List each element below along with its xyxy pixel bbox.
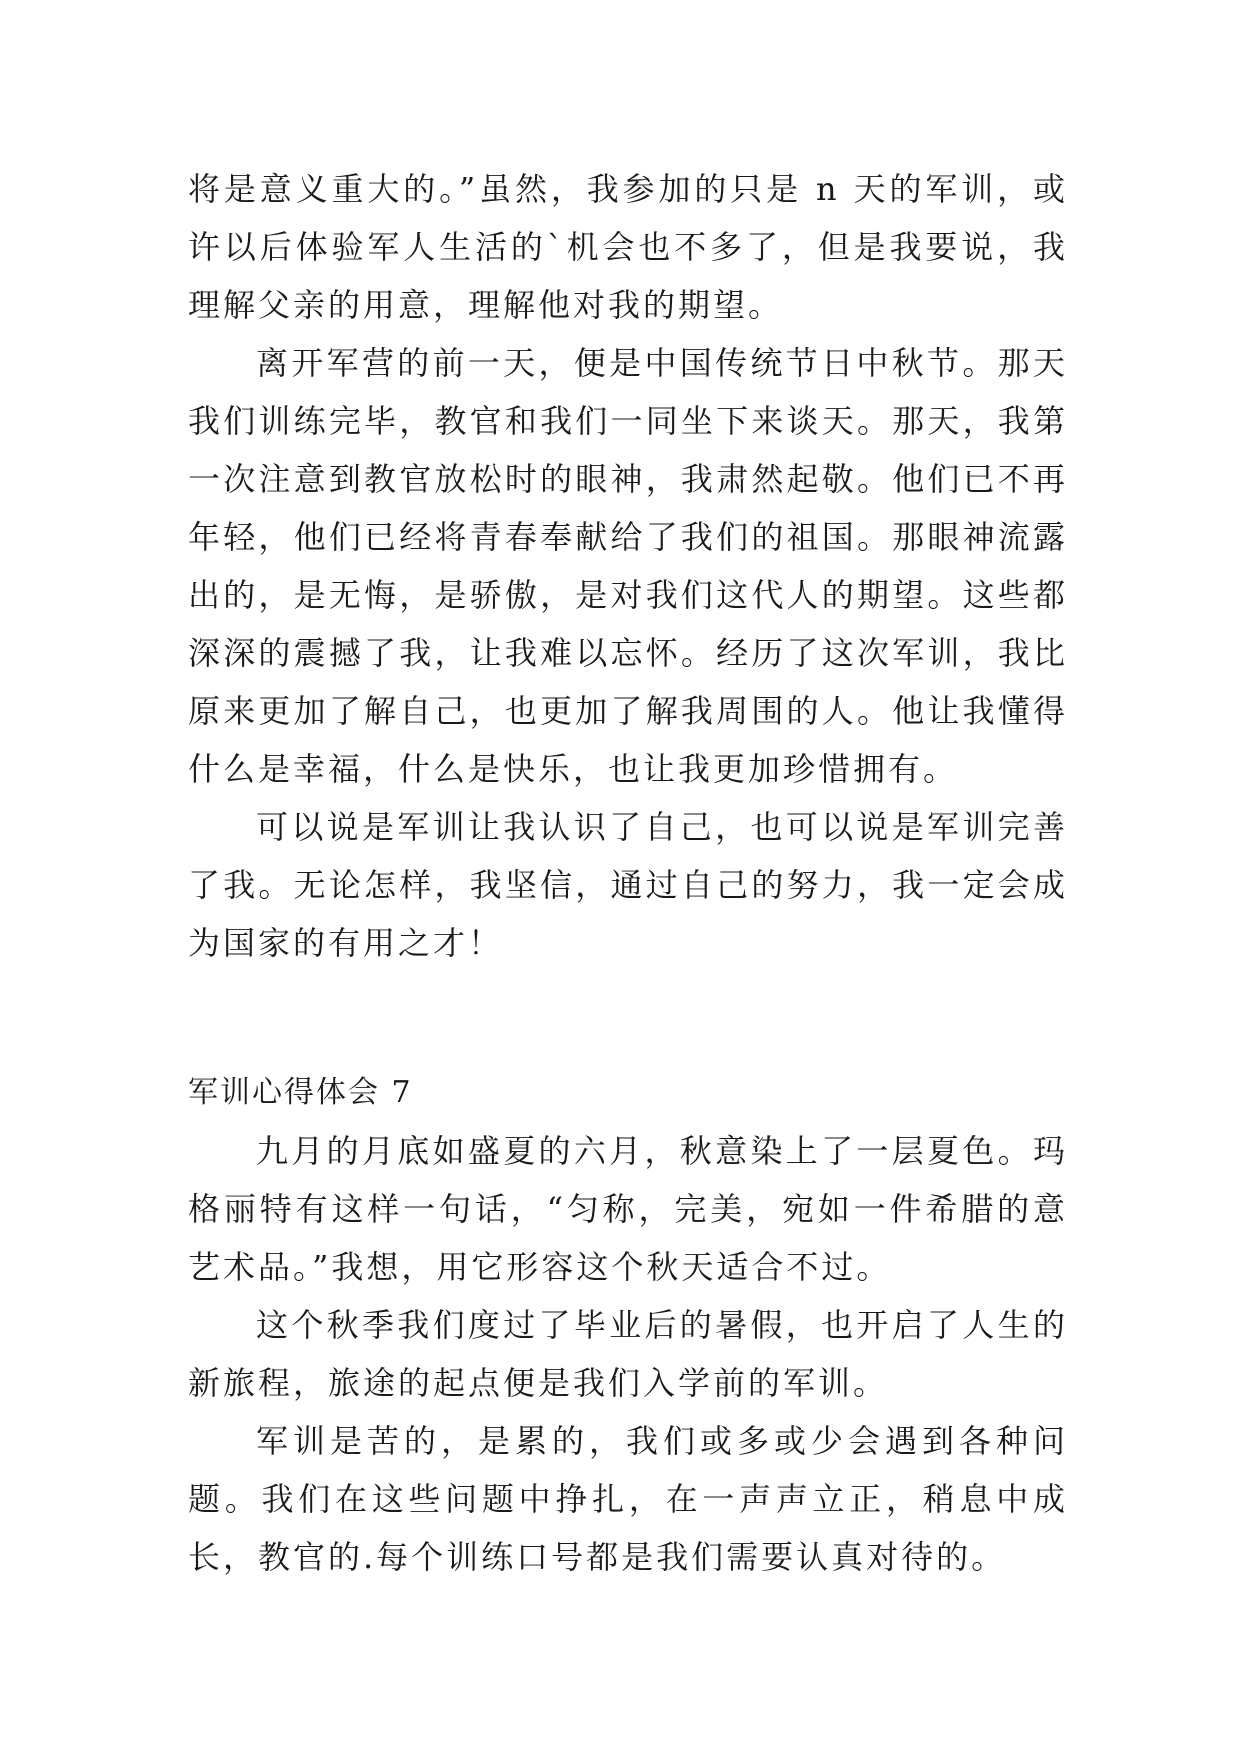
paragraph-new-journey: 这个秋季我们度过了毕业后的暑假，也开启了人生的新旅程，旅途的起点便是我们入学前的军训。: [188, 1306, 1068, 1402]
document-body: [188, 160, 1068, 1586]
paragraph-leaving-camp: 离开军营的前一天，便是中国传统节日中秋节。那天我们训练完毕，教官和我们一同坐下来谈天。那天，我第一次注意到教官放松时的眼神，我肃然起敬。他们已不再年轻，他们已经将青春奉献给了我们的祖国。那眼神流露出的，是无悔，是骄傲，是对我们这代人的期望。这些都深深的震撼了我，让我难以忘怀。经历了这次军训，我比原来更加了解自己，也更加了解我周围的人。他让我懂得什么是幸福，什么是快乐，也让我更加珍惜拥有。: [188, 344, 1068, 788]
paragraph-autumn: 九月的月底如盛夏的六月，秋意染上了一层夏色。玛格丽特有这样一句话，“匀称，完美，宛如一件希腊的意艺术品。”我想，用它形容这个秋天适合不过。: [188, 1132, 1068, 1286]
paragraph-conclusion: 可以说是军训让我认识了自己，也可以说是军训完善了我。无论怎样，我坚信，通过自己的努力，我一定会成为国家的有用之才！: [188, 808, 1068, 962]
paragraph-continuation: 将是意义重大的。”虽然，我参加的只是 n 天的军训，或许以后体验军人生活的`机会也不多了，但是我要说，我理解父亲的用意，理解他对我的期望。: [188, 170, 1068, 324]
section-title: 军训心得体会 7: [188, 1075, 413, 1110]
paragraph-training-hardship: 军训是苦的，是累的，我们或多或少会遇到各种问题。我们在这些问题中挣扎，在一声声立正，稍息中成长，教官的.每个训练口号都是我们需要认真对待的。: [188, 1422, 1068, 1576]
